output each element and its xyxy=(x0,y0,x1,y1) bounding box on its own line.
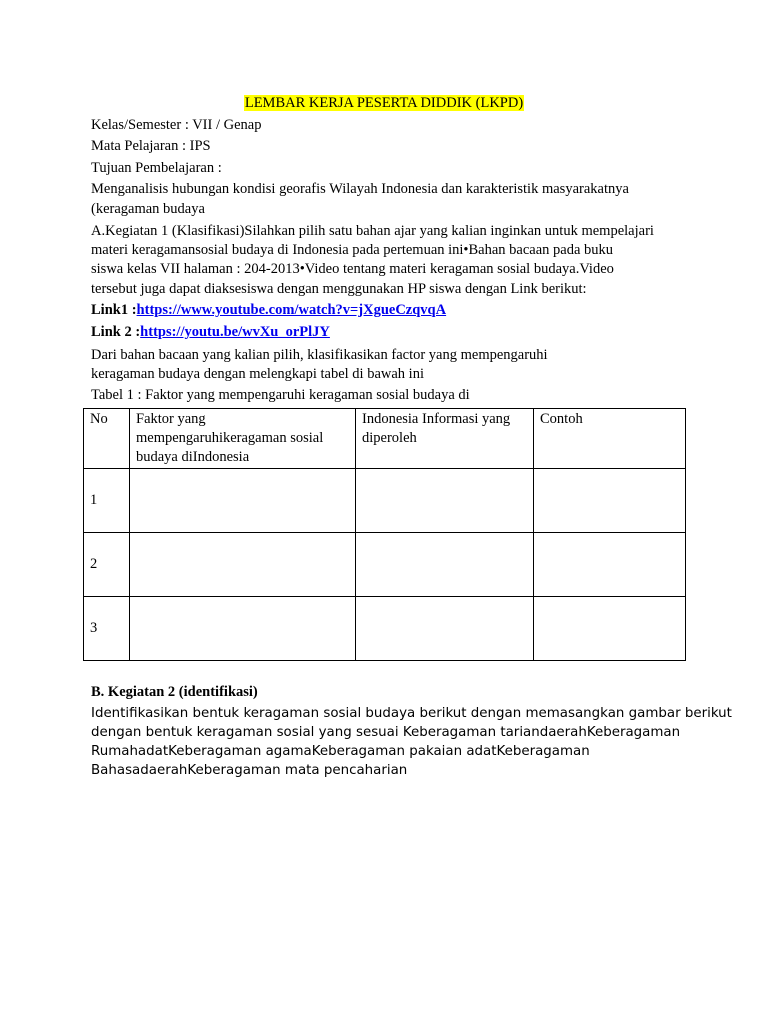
mata-pelajaran: Mata Pelajaran : IPS xyxy=(91,138,211,154)
header-faktor-line3: budaya diIndonesia xyxy=(136,449,250,465)
table-row xyxy=(84,533,686,597)
header-no: No xyxy=(84,409,130,469)
kegiatan1-line4: tersebut juga dapat diaksesiswa dengan menggunakan HP siswa dengan Link berikut: xyxy=(91,281,587,297)
kegiatan2-line3: RumahadatKeberagaman agamaKeberagaman pakaian adatKeberagaman xyxy=(91,744,590,759)
table-caption: Tabel 1 : Faktor yang mempengaruhi keragaman sosial budaya di xyxy=(91,387,470,403)
tujuan-text-line2: (keragaman budaya xyxy=(91,201,205,217)
table-cell-informasi[interactable] xyxy=(356,597,534,661)
table-cell-contoh[interactable] xyxy=(534,469,686,533)
link2-url[interactable]: https://youtu.be/wvXu_orPlJY xyxy=(140,324,330,340)
header-faktor-line1: Faktor yang xyxy=(136,411,206,427)
faktor-table xyxy=(83,408,686,661)
header-informasi xyxy=(356,409,534,469)
kegiatan1-line3: siswa kelas VII halaman : 204-2013•Video tentang materi keragaman sosial budaya.Video xyxy=(91,261,614,277)
kegiatan2-line1: Identifikasikan bentuk keragaman sosial budaya berikut dengan memasangkan gambar berikut xyxy=(91,706,732,721)
link2-label: Link 2 : xyxy=(91,324,141,340)
table-cell-faktor[interactable] xyxy=(130,597,356,661)
table-row xyxy=(84,469,686,533)
header-contoh: Contoh xyxy=(534,409,686,469)
table-cell-contoh[interactable] xyxy=(534,533,686,597)
table-cell-informasi[interactable] xyxy=(356,533,534,597)
row-number: 1 xyxy=(84,469,130,533)
kegiatan2-heading: B. Kegiatan 2 (identifikasi) xyxy=(91,684,258,700)
kegiatan2-line4: BahasadaerahKeberagaman mata pencaharian xyxy=(91,763,408,778)
link2-line xyxy=(91,323,330,341)
tujuan-label: Tujuan Pembelajaran : xyxy=(91,160,222,176)
table-cell-informasi[interactable] xyxy=(356,469,534,533)
kegiatan1-line2: materi keragamansosial budaya di Indonesia pada pertemuan ini•Bahan bacaan pada buku xyxy=(91,242,614,258)
header-informasi-line1: Indonesia Informasi yang xyxy=(362,411,511,427)
table-cell-contoh[interactable] xyxy=(534,597,686,661)
kelas-semester: Kelas/Semester : VII / Genap xyxy=(91,117,262,133)
instruksi-line1: Dari bahan bacaan yang kalian pilih, klasifikasikan factor yang mempengaruhi xyxy=(91,347,548,363)
kegiatan2-line2: dengan bentuk keragaman sosial yang sesuai Keberagaman tariandaerahKeberagaman xyxy=(91,725,681,740)
kegiatan1-line1: A.Kegiatan 1 (Klasifikasi)Silahkan pilih satu bahan ajar yang kalian inginkan untuk mempelajari xyxy=(91,223,654,239)
table-row xyxy=(84,597,686,661)
tujuan-text-line1: Menganalisis hubungan kondisi georafis Wilayah Indonesia dan karakteristik masyarakatnya xyxy=(91,181,629,197)
link1-line xyxy=(91,301,446,319)
table-cell-faktor[interactable] xyxy=(130,469,356,533)
header-informasi-line2: diperoleh xyxy=(362,430,417,446)
table-cell-faktor[interactable] xyxy=(130,533,356,597)
table-header-row xyxy=(84,409,686,469)
instruksi-line2: keragaman budaya dengan melengkapi tabel di bawah ini xyxy=(91,366,424,382)
row-number: 3 xyxy=(84,597,130,661)
row-number: 2 xyxy=(84,533,130,597)
link1-url[interactable]: https://www.youtube.com/watch?v=jXgueCzqvqA xyxy=(136,302,447,318)
link1-label: Link1 : xyxy=(91,302,137,318)
header-faktor-line2: mempengaruhikeragaman sosial xyxy=(136,430,324,446)
document-title: LEMBAR KERJA PESERTA DIDDIK (LKPD) xyxy=(244,95,524,111)
header-faktor xyxy=(130,409,356,469)
